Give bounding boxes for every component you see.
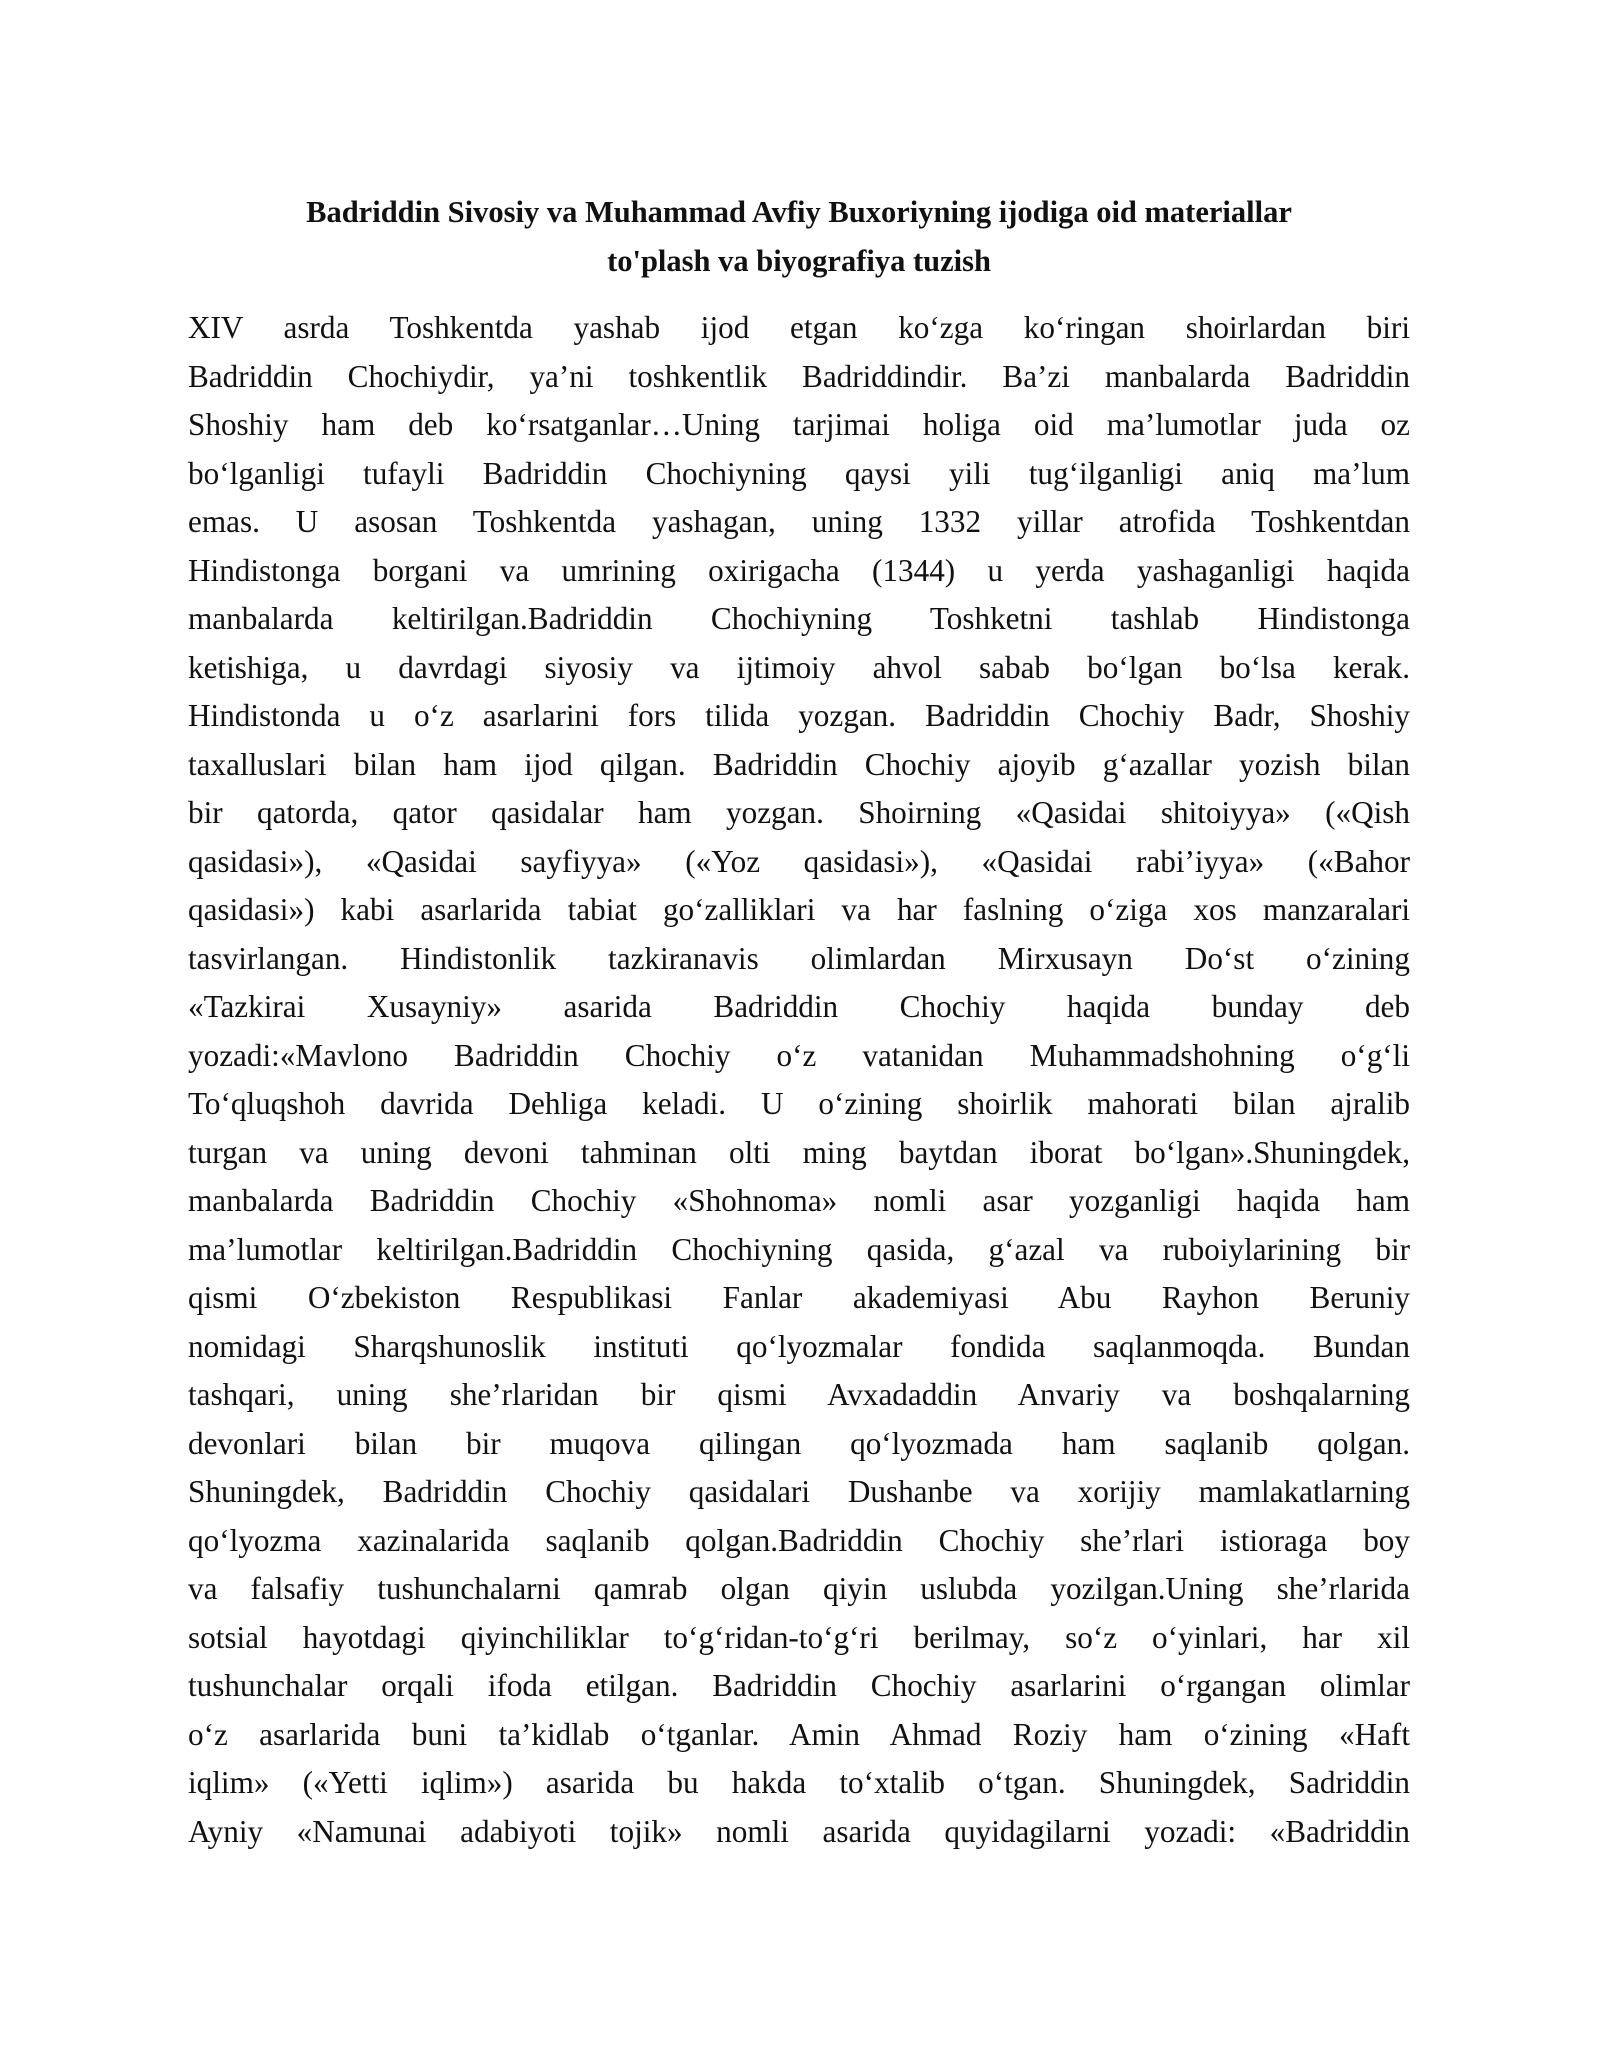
text-line: manbalarda Badriddin Chochiy «Shohnoma» nomli asar yozganligi haqida ham [188,1183,1410,1218]
text-line: qismi O‘zbekiston Respublikasi Fanlar akademiyasi Abu Rayhon Beruniy [188,1280,1410,1315]
text-line: Hindistonda u o‘z asarlarini fors tilida yozgan. Badriddin Chochiy Badr, Shoshiy [188,698,1410,733]
document-title [188,188,1410,286]
text-line: «Tazkirai Xusayniy» asarida Badriddin Chochiy haqida bunday deb [188,989,1410,1024]
text-line: devonlari bilan bir muqova qilingan qo‘lyozmada ham saqlanib qolgan. [188,1425,1410,1461]
text-line: ketishiga, u davrdagi siyosiy va ijtimoiy ahvol sabab bo‘lgan bo‘lsa kerak. [188,649,1410,685]
text-line: bo‘lganligi tufayli Badriddin Chochiyning qaysi yili tug‘ilganligi aniq ma’lum [188,455,1410,491]
text-line: nomidagi Sharqshunoslik instituti qo‘lyozmalar fondida saqlanmoqda. Bundan [188,1328,1410,1364]
text-line: o‘z asarlarida buni ta’kidlab o‘tganlar. Amin Ahmad Roziy ham o‘zining «Haft [188,1716,1410,1752]
text-line: tashqari, uning she’rlaridan bir qismi Avxadaddin Anvariy va boshqalarning [188,1377,1410,1412]
body-paragraph [188,304,1410,1856]
text-line: Hindistonga borgani va umrining oxirigacha (1344) u yerda yashaganligi haqida [188,552,1410,588]
text-line: sotsial hayotdagi qiyinchiliklar to‘g‘ridan-to‘g‘ri berilmay, so‘z o‘yinlari, har xil [188,1619,1410,1655]
text-line: Shoshiy ham deb ko‘rsatganlar…Uning tarjimai holiga oid ma’lumotlar juda oz [188,407,1410,442]
title-line: Badriddin Sivosiy va Muhammad Avfiy Buxoriyning ijodiga oid materiallar [306,195,1292,229]
text-line: ma’lumotlar keltirilgan.Badriddin Chochiyning qasida, g‘azal va ruboiylarining bir [188,1231,1410,1267]
text-line: Ayniy «Namunai adabiyoti tojik» nomli asarida quyidagilarni yozadi: «Badriddin [188,1813,1410,1849]
text-line: bir qatorda, qator qasidalar ham yozgan. Shoirning «Qasidai shitoiyya» («Qish [188,795,1410,830]
text-line: emas. U asosan Toshkentda yashagan, uning 1332 yillar atrofida Toshkentdan [188,504,1410,539]
text-line: yozadi:«Mavlono Badriddin Chochiy o‘z vatanidan Muhammadshohning o‘g‘li [188,1037,1410,1073]
text-line: XIV asrda Toshkentda yashab ijod etgan ko‘zga ko‘ringan shoirlardan biri [188,310,1410,345]
text-line: tasvirlangan. Hindistonlik tazkiranavis olimlardan Mirxusayn Do‘st o‘zining [188,940,1410,976]
text-line: taxalluslari bilan ham ijod qilgan. Badriddin Chochiy ajoyib g‘azallar yozish bilan [188,746,1410,782]
text-line: To‘qluqshoh davrida Dehliga keladi. U o‘zining shoirlik mahorati bilan ajralib [188,1086,1410,1121]
title-line: to'plash va biyografiya tuzish [607,244,991,278]
text-line: qo‘lyozma xazinalarida saqlanib qolgan.Badriddin Chochiy she’rlari istioraga boy [188,1522,1410,1558]
text-line: Shuningdek, Badriddin Chochiy qasidalari Dushanbe va xorijiy mamlakatlarning [188,1474,1410,1509]
text-line: iqlim» («Yetti iqlim») asarida bu hakda to‘xtalib o‘tgan. Shuningdek, Sadriddin [188,1765,1410,1800]
text-line: Badriddin Chochiydir, ya’ni toshkentlik Badriddindir. Ba’zi manbalarda Badriddin [188,358,1410,394]
text-line: qasidasi») kabi asarlarida tabiat go‘zalliklari va har faslning o‘ziga xos manzaralari [188,892,1410,927]
text-line: manbalarda keltirilgan.Badriddin Chochiyning Toshketni tashlab Hindistonga [188,601,1410,636]
text-line: va falsafiy tushunchalarni qamrab olgan qiyin uslubda yozilgan.Uning she’rlarida [188,1571,1410,1606]
text-line: tushunchalar orqali ifoda etilgan. Badriddin Chochiy asarlarini o‘rgangan olimlar [188,1668,1410,1703]
text-line: turgan va uning devoni tahminan olti ming baytdan iborat bo‘lgan».Shuningdek, [188,1134,1410,1170]
text-line: qasidasi»), «Qasidai sayfiyya» («Yoz qasidasi»), «Qasidai rabi’iyya» («Bahor [188,843,1410,879]
